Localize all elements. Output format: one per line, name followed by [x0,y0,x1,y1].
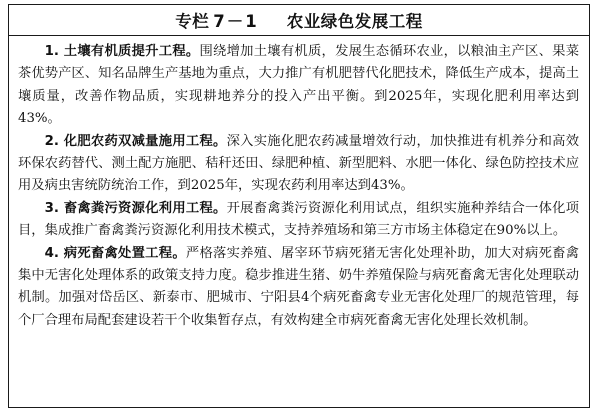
project-item-heading: 2. 化肥农药双减量施用工程。 [44,133,227,149]
project-item-4 [18,243,579,333]
box-title-text: 农业绿色发展工程 [286,12,423,31]
project-item-heading: 4. 病死畜禽处置工程。 [44,245,186,261]
box-title-number: 7－1 [213,12,259,31]
box-content [9,36,589,332]
box-title-label: 专栏 [175,12,210,31]
project-item-2 [18,131,579,198]
project-item-heading: 3. 畜禽粪污资源化利用工程。 [44,200,227,216]
project-item-1 [18,41,579,131]
project-item-heading: 1. 土壤有机质提升工程。 [44,44,200,59]
box-title [9,5,589,36]
project-item-body: 开展畜禽粪污资源化利用试点，组织实施种养结合一体化项目，集成推广畜禽粪污资源化利用技术模式，支持养殖场和第三方市场主体稳定在90%以上。 [18,200,579,239]
feature-box [8,4,590,408]
project-item-body: 深入实施化肥农药减量增效行动，加快推进有机养分和高效环保农药替代、测土配方施肥、秸秆还田、绿肥种植、新型肥料、水肥一体化、绿色防控技术应用及病虫害统防统治工作，到2025年，实现农药利用率达到43%。 [18,133,579,194]
project-item-body: 围绕增加土壤有机质，发展生态循环农业，以粮油主产区、果菜茶优势产区、知名品牌生产基地为重点，大力推广有机肥替代化肥技术，降低生产成本，提高土壤质量，改善作物品质，实现耕地养分的投入产出平衡。到2025年，实现化肥利用率达到43%。 [18,44,580,127]
project-item-body: 严格落实养殖、屠宰环节病死猪无害化处理补助，加大对病死畜禽集中无害化处理体系的政策支持力度。稳步推进生猪、奶牛养殖保险与病死畜禽无害化处理联动机制。加强对岱岳区、新泰市、肥城市、宁阳县4个病死畜禽专业无害化处理厂的规范管理，每个厂合理布局配套建设若干个收集暂存点，有效构建全市病死畜禽无害化处理长效机制。 [18,245,580,328]
project-item-3 [18,198,579,243]
